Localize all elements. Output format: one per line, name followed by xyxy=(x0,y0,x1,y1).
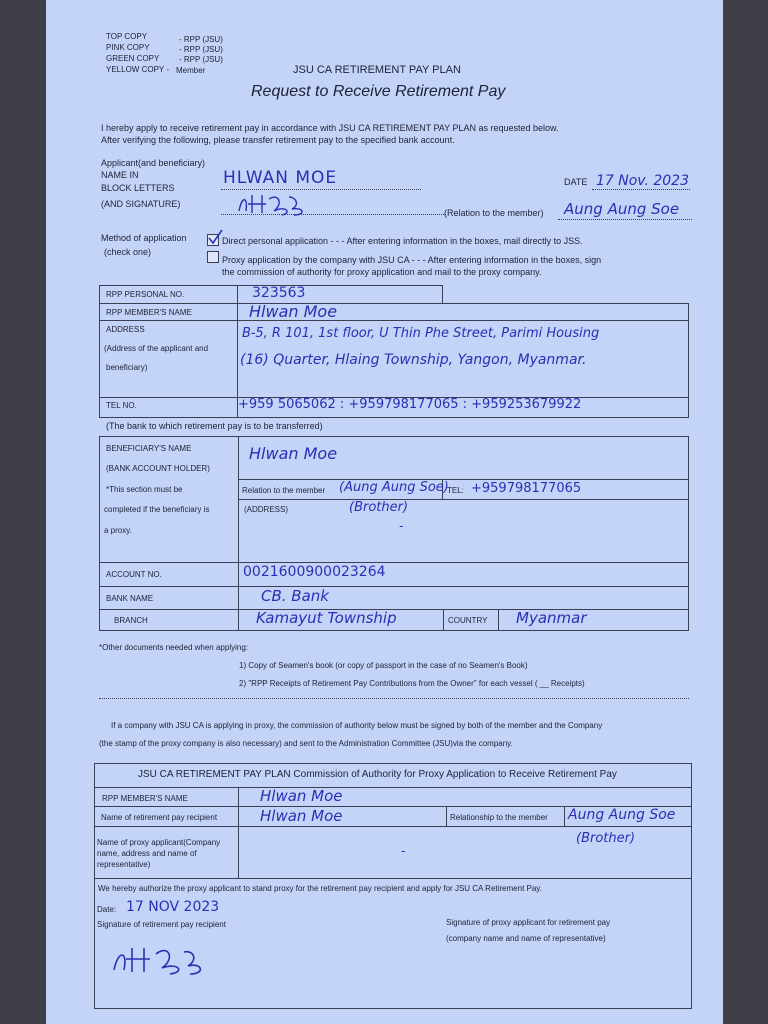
relation-sub: (Brother) xyxy=(349,500,409,515)
bank-intro: (The bank to which retirement pay is to be transferred) xyxy=(106,421,323,431)
address-line[interactable]: B-5, R 101, 1st floor, U Thin Phe Street, Parimi Housing xyxy=(242,326,600,341)
beneficiary-address-field[interactable]: - xyxy=(399,519,404,533)
relationship-field[interactable]: Aung Aung Soe xyxy=(568,807,676,823)
proxy-application-label: the commission of authority for proxy application and mail to the proxy company. xyxy=(222,267,542,277)
copy-recipient: Member xyxy=(176,66,206,75)
application-form xyxy=(46,0,723,1024)
authorize-text: We hereby authorize the proxy applicant to stand proxy for the retirement pay recipient and apply for JSU CA Retirement Pay. xyxy=(98,884,542,893)
tel-field[interactable]: +959 5065062 : +959798177065 : +959253679922 xyxy=(238,397,582,412)
application-date[interactable]: 17 Nov. 2023 xyxy=(596,173,689,189)
tel-label: TEL NO. xyxy=(106,401,137,410)
page-title: Request to Receive Retirement Pay xyxy=(251,83,506,100)
copy-recipient: - RPP (JSU) xyxy=(179,35,223,44)
copy-label: GREEN COPY xyxy=(106,54,160,63)
branch-label: BRANCH xyxy=(114,616,148,625)
address-note: beneficiary) xyxy=(106,363,148,372)
account-number-field[interactable]: 0021600900023264 xyxy=(243,564,386,580)
direct-application-label: Direct personal application - - - After entering information in the boxes, mail directly to JSS. xyxy=(222,236,583,246)
divider xyxy=(99,698,689,699)
recipient-signature xyxy=(106,940,226,980)
bank-name-field[interactable]: CB. Bank xyxy=(261,587,329,605)
copy-label: PINK COPY xyxy=(106,43,150,52)
beneficiary-label: BENEFICIARY'S NAME xyxy=(106,444,192,453)
other-docs-item: 1) Copy of Seamen's book (or copy of passport in the case of no Seamen's Book) xyxy=(239,661,528,670)
address-label: ADDRESS xyxy=(106,325,145,334)
check-one-label: (check one) xyxy=(104,247,152,257)
proxy-applicant-label: Name of proxy applicant(Company xyxy=(97,838,221,847)
proxy-note: *This section must be xyxy=(106,485,183,494)
intro-text: After verifying the following, please transfer retirement pay to the specified bank account. xyxy=(101,135,455,145)
copy-recipient: - RPP (JSU) xyxy=(179,45,223,54)
relation-field[interactable]: (Aung Aung Soe) xyxy=(339,480,449,495)
proxy-note: a proxy. xyxy=(104,526,132,535)
branch-field[interactable]: Kamayut Township xyxy=(256,609,397,627)
copy-recipient: - RPP (JSU) xyxy=(179,55,223,64)
address-line[interactable]: (16) Quarter, Hlaing Township, Yangon, Myanmar. xyxy=(240,352,587,368)
commission-member-field[interactable]: Hlwan Moe xyxy=(260,787,343,805)
copy-label: TOP COPY xyxy=(106,32,148,41)
method-label: Method of application xyxy=(101,233,187,243)
commission-title: JSU CA RETIREMENT PAY PLAN Commission of Authority for Proxy Application to Receive Retirement Pay xyxy=(138,769,617,780)
relation-label: (Relation to the member) xyxy=(444,208,544,218)
proxy-applicant-field[interactable]: - xyxy=(401,844,406,858)
date-label: DATE xyxy=(564,177,588,187)
proxy-intro: (the stamp of the proxy company is also necessary) and sent to the Administration Committee (JSU)via the company. xyxy=(99,739,513,748)
personal-no-field[interactable]: 323563 xyxy=(252,285,306,301)
tel-label: TEL: xyxy=(447,486,464,495)
bank-name-label: BANK NAME xyxy=(106,594,154,603)
beneficiary-name-field[interactable]: Hlwan Moe xyxy=(249,444,338,463)
applicant-name[interactable]: HLWAN MOE xyxy=(223,168,338,188)
proxy-signature-label: Signature of proxy applicant for retirement pay xyxy=(446,918,611,927)
relationship-label: Relationship to the member xyxy=(450,813,548,822)
address-label: (ADDRESS) xyxy=(244,505,289,514)
commission-member-label: RPP MEMBER'S NAME xyxy=(102,794,188,803)
applicant-label: Applicant(and beneficiary) xyxy=(101,158,206,168)
proxy-applicant-label: representative) xyxy=(97,860,151,869)
org-name: JSU CA RETIREMENT PAY PLAN xyxy=(293,64,461,76)
applicant-label: (AND SIGNATURE) xyxy=(101,199,181,209)
other-docs-label: *Other documents needed when applying: xyxy=(99,643,248,652)
recipient-field[interactable]: Hlwan Moe xyxy=(260,807,343,825)
beneficiary-tel-field[interactable]: +959798177065 xyxy=(471,481,582,496)
recipient-label: Name of retirement pay recipient xyxy=(101,813,218,822)
proxy-application-label: Proxy application by the company with JSU CA - - - After entering information in the boxes, sign xyxy=(222,255,602,265)
member-name-field[interactable]: Hlwan Moe xyxy=(249,302,338,321)
country-label: COUNTRY xyxy=(448,616,488,625)
proxy-note: completed if the beneficiary is xyxy=(104,505,210,514)
commission-date-label: Date: xyxy=(97,905,117,914)
applicant-label: NAME IN xyxy=(101,170,139,180)
proxy-intro: If a company with JSU CA is applying in proxy, the commission of authority below must be signed by both of the member and the Company xyxy=(111,721,603,730)
country-field[interactable]: Myanmar xyxy=(516,609,587,627)
applicant-label: BLOCK LETTERS xyxy=(101,183,175,193)
relation-to-member[interactable]: Aung Aung Soe xyxy=(564,200,680,218)
recipient-signature-label: Signature of retirement pay recipient xyxy=(97,920,226,929)
personal-no-label: RPP PERSONAL NO. xyxy=(106,290,185,299)
beneficiary-label: (BANK ACCOUNT HOLDER) xyxy=(106,464,210,473)
proxy-application-checkbox[interactable] xyxy=(207,251,219,263)
proxy-signature-note: (company name and name of representative) xyxy=(446,934,606,943)
commission-date-field[interactable]: 17 NOV 2023 xyxy=(126,899,220,915)
member-name-label: RPP MEMBER'S NAME xyxy=(106,308,192,317)
relation-label: Relation to the member xyxy=(242,486,326,495)
other-docs-item: 2) "RPP Receipts of Retirement Pay Contributions from the Owner" for each vessel ( __ Receipts) xyxy=(239,679,585,688)
address-note: (Address of the applicant and xyxy=(104,344,209,353)
account-label: ACCOUNT NO. xyxy=(106,570,162,579)
proxy-applicant-label: name, address and name of xyxy=(97,849,197,858)
relationship-sub: (Brother) xyxy=(576,831,636,846)
copy-label: YELLOW COPY - xyxy=(106,65,169,74)
intro-text: I hereby apply to receive retirement pay in accordance with JSU CA RETIREMENT PAY PLAN as requested below. xyxy=(101,123,559,133)
